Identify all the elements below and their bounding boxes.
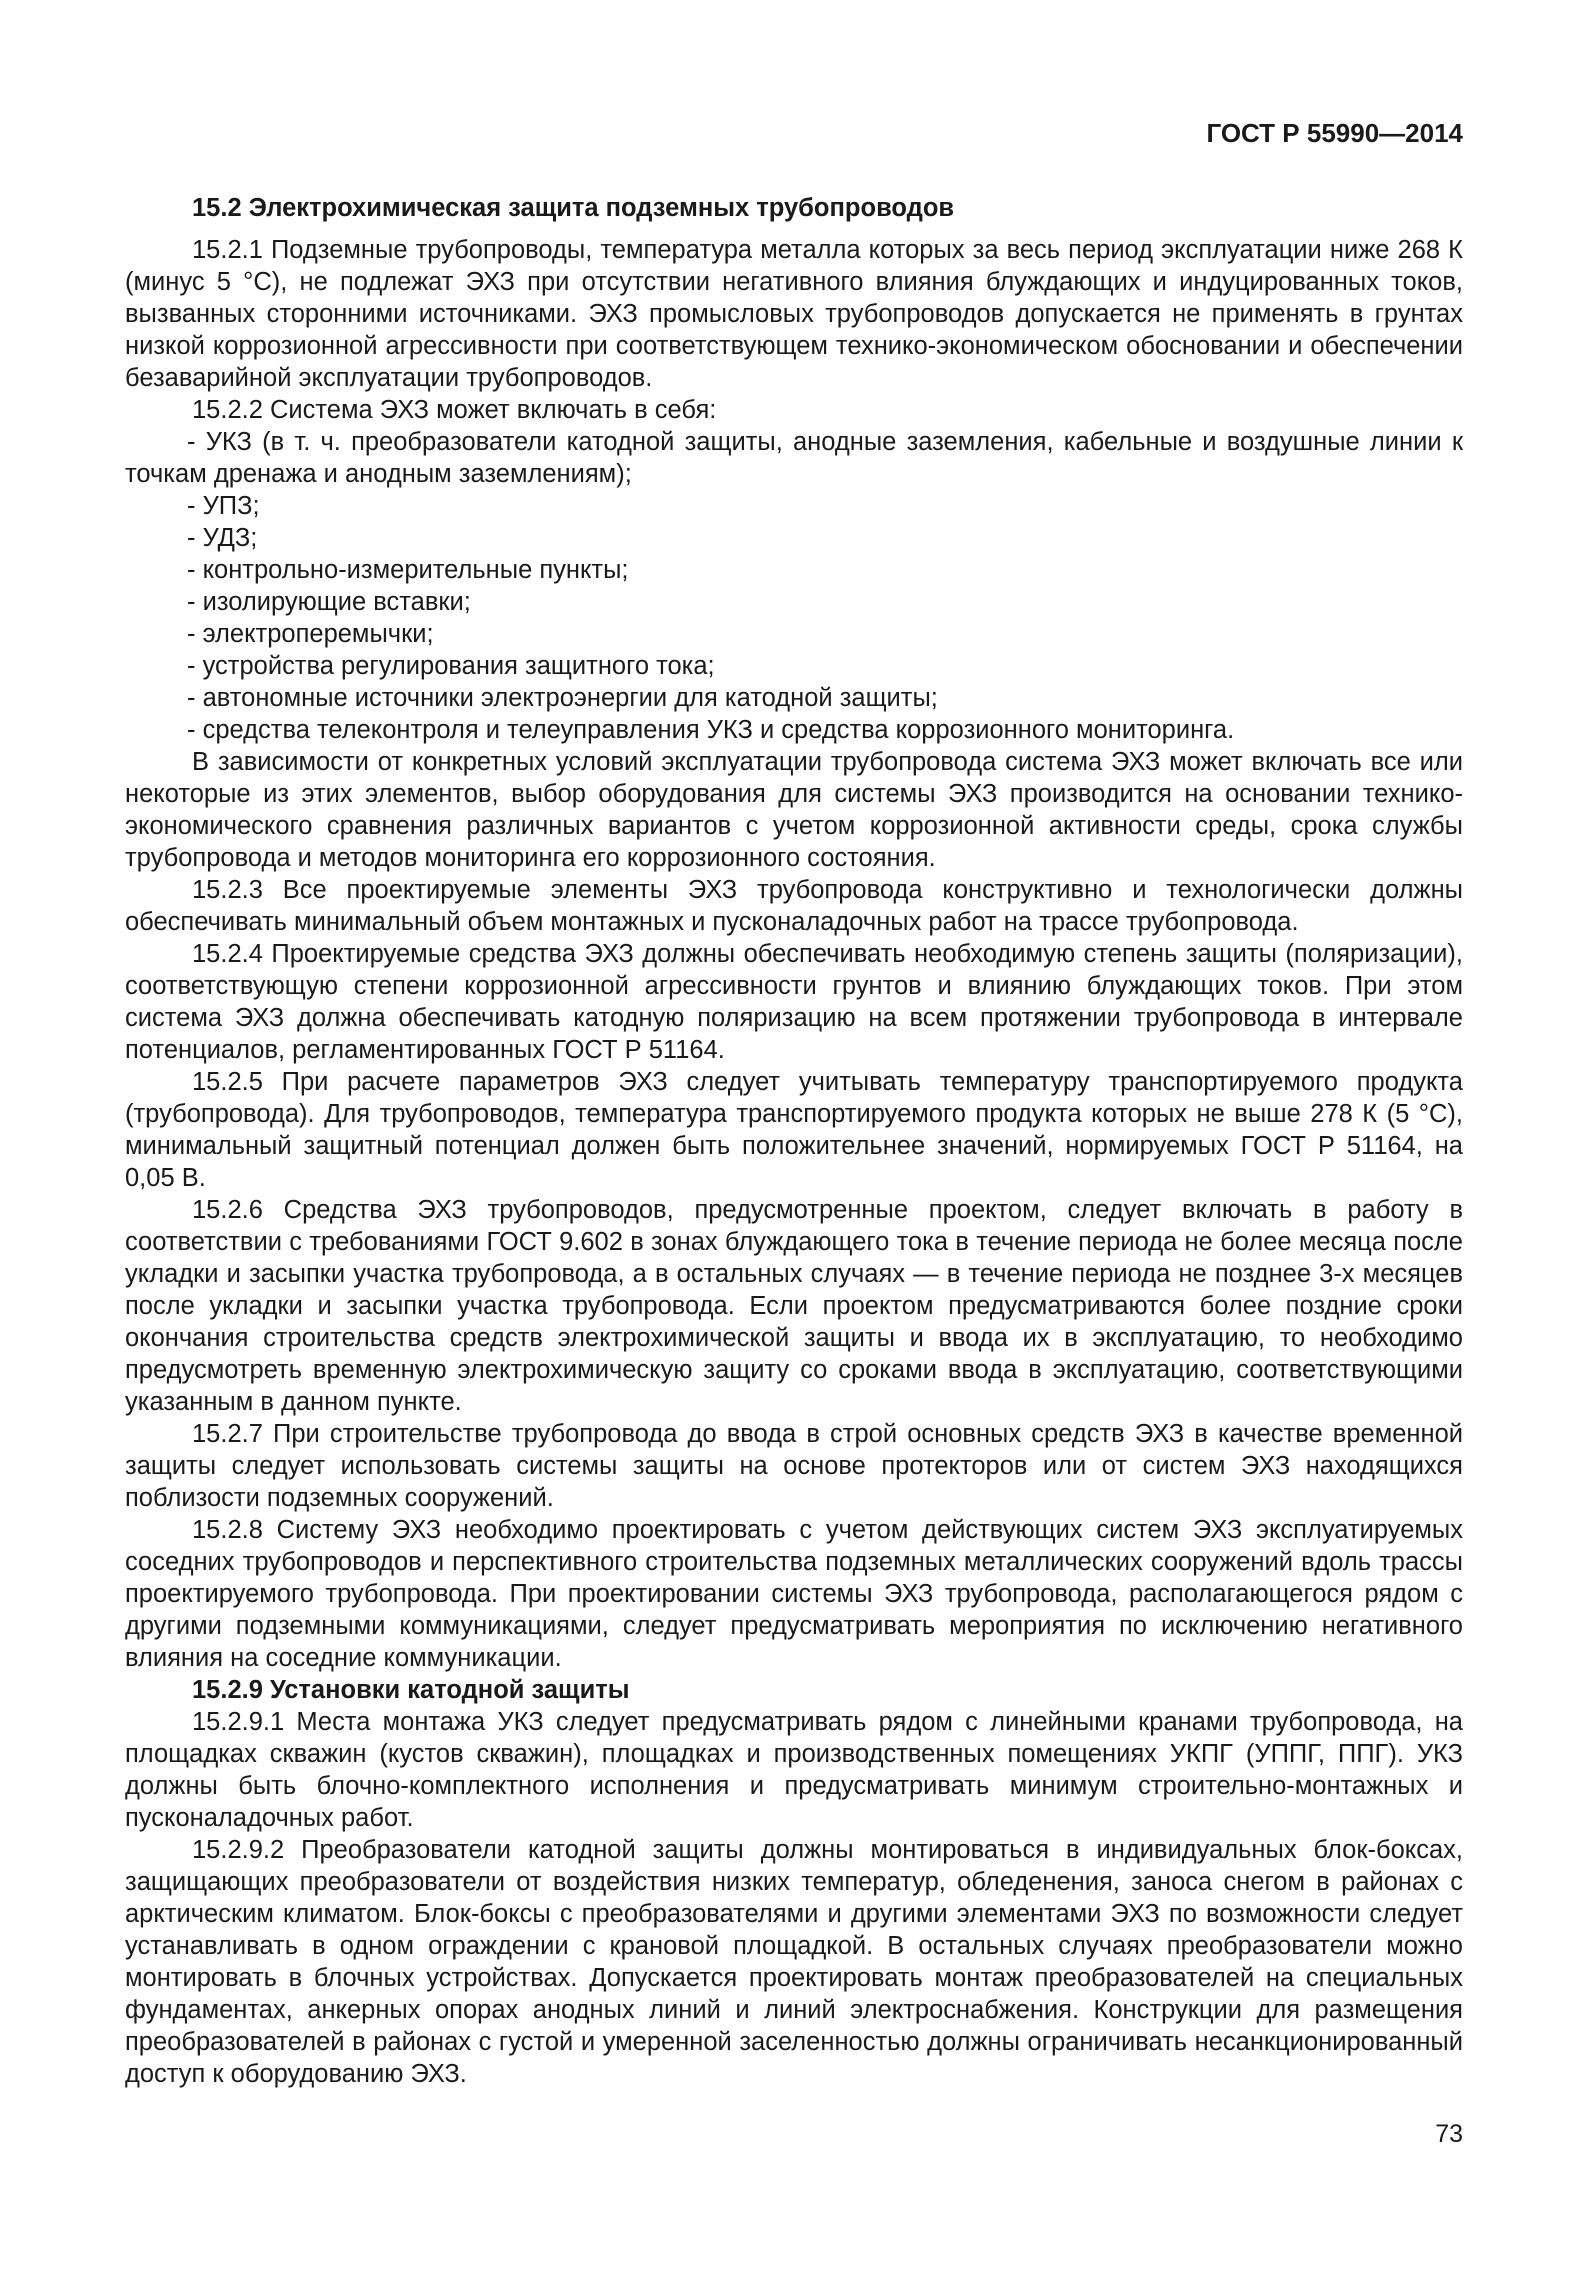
list-item: - УПЗ;	[187, 492, 260, 520]
list-item: - устройства регулирования защитного тока;	[187, 652, 715, 680]
page-number: 73	[1435, 2120, 1463, 2148]
list-item: - электроперемычки;	[187, 620, 434, 648]
paragraph-15-2-5: 15.2.5 При расчете параметров ЭХЗ следует учитывать температуру транспортируемого продукта (трубопровода). Для трубопроводов, температура транспортируемого продукта которых не выше 278 К (5 °С), минимальный защитный потенциал должен быть положительнее значений, нормируемых ГОСТ Р 51164, на 0,05 В.	[125, 1068, 1463, 1192]
paragraph-15-2-3: 15.2.3 Все проектируемые элементы ЭХЗ трубопровода конструктивно и технологически должны обеспечивать минимальный объем монтажных и пусконаладочных работ на трассе трубопровода.	[125, 876, 1463, 936]
list-item: - УДЗ;	[187, 524, 258, 552]
paragraph-15-2-9-2: 15.2.9.2 Преобразователи катодной защиты должны монтироваться в индивидуальных блок-боксах, защищающих преобразователи от воздействия низких температур, обледенения, заноса снегом в районах с арктическим климатом. Блок-боксы с преобразователями и другими элементами ЭХЗ по возможности следует устанавливать в одном ограждении с крановой площадкой. В остальных случаях преобразователи можно монтировать в блочных устройствах. Допускается проектировать монтаж преобразователей на специальных фундаментах, анкерных опорах анодных линий и линий электроснабжения. Конструкции для размещения преобразователей в районах с густой и умеренной заселенностью должны ограничивать несанкционированный доступ к оборудованию ЭХЗ.	[125, 1836, 1463, 2088]
list-item: - средства телеконтроля и телеуправления УКЗ и средства коррозионного мониторинга.	[187, 716, 1235, 744]
paragraph-15-2-9-1: 15.2.9.1 Места монтажа УКЗ следует предусматривать рядом с линейными кранами трубопровода, на площадках скважин (кустов скважин), площадках и производственных помещениях УКПГ (УППГ, ППГ). УКЗ должны быть блочно-комплектного исполнения и предусматривать минимум строительно-монтажных и пусконаладочных работ.	[125, 1708, 1463, 1832]
list-item: - автономные источники электроэнергии для катодной защиты;	[187, 684, 938, 712]
section-title: 15.2 Электрохимическая защита подземных трубопроводов	[192, 194, 955, 222]
paragraph-15-2-7: 15.2.7 При строительстве трубопровода до ввода в строй основных средств ЭХЗ в качестве временной защиты следует использовать системы защиты на основе протекторов или от систем ЭХЗ находящихся поблизости подземных сооружений.	[125, 1420, 1463, 1512]
paragraph-15-2-4: 15.2.4 Проектируемые средства ЭХЗ должны обеспечивать необходимую степень защиты (поляризации), соответствующую степени коррозионной агрессивности грунтов и влиянию блуждающих токов. При этом система ЭХЗ должна обеспечивать катодную поляризацию на всем протяжении трубопровода в интервале потенциалов, регламентированных ГОСТ Р 51164.	[125, 940, 1463, 1064]
paragraph-15-2-1: 15.2.1 Подземные трубопроводы, температура металла которых за весь период эксплуатации ниже 268 К (минус 5 °С), не подлежат ЭХЗ при отсутствии негативного влияния блуждающих и индуцированных токов, вызванных сторонними источниками. ЭХЗ промысловых трубопроводов допускается не применять в грунтах низкой коррозионной агрессивности при соответствующем технико-экономическом обосновании и обеспечении безаварийной эксплуатации трубопроводов.	[125, 236, 1463, 392]
list-item: - изолирующие вставки;	[187, 588, 471, 616]
paragraph-15-2-2-continuation: В зависимости от конкретных условий эксплуатации трубопровода система ЭХЗ может включать все или некоторые из этих элементов, выбор оборудования для системы ЭХЗ производится на основании технико-экономического сравнения различных вариантов с учетом коррозионной активности среды, срока службы трубопровода и методов мониторинга его коррозионного состояния.	[125, 748, 1463, 872]
standard-header: ГОСТ Р 55990—2014	[1206, 118, 1463, 148]
list-item: - УКЗ (в т. ч. преобразователи катодной защиты, анодные заземления, кабельные и воздушные линии к точкам дренажа и анодным заземлениям);	[125, 428, 1463, 488]
subsection-title: 15.2.9 Установки катодной защиты	[192, 1676, 630, 1704]
document-page	[125, 118, 1463, 2090]
paragraph-15-2-8: 15.2.8 Систему ЭХЗ необходимо проектировать с учетом действующих систем ЭХЗ эксплуатируемых соседних трубопроводов и перспективного строительства подземных металлических сооружений вдоль трассы проектируемого трубопровода. При проектировании системы ЭХЗ трубопровода, располагающегося рядом с другими подземными коммуникациями, следует предусматривать мероприятия по исключению негативного влияния на соседние коммуникации.	[125, 1516, 1463, 1672]
paragraph-15-2-6: 15.2.6 Средства ЭХЗ трубопроводов, предусмотренные проектом, следует включать в работу в соответствии с требованиями ГОСТ 9.602 в зонах блуждающего тока в течение периода не более месяца после укладки и засыпки участка трубопровода, а в остальных случаях — в течение периода не позднее 3-х месяцев после укладки и засыпки участка трубопровода. Если проектом предусматриваются более поздние сроки окончания строительства средств электрохимической защиты и ввода их в эксплуатацию, то необходимо предусмотреть временную электрохимическую защиту со сроками ввода в эксплуатацию, соответствующими указанным в данном пункте.	[125, 1196, 1463, 1416]
list-item: - контрольно-измерительные пункты;	[187, 556, 629, 584]
equipment-list	[125, 426, 1463, 746]
paragraph-15-2-2: 15.2.2 Система ЭХЗ может включать в себя:	[192, 396, 717, 424]
